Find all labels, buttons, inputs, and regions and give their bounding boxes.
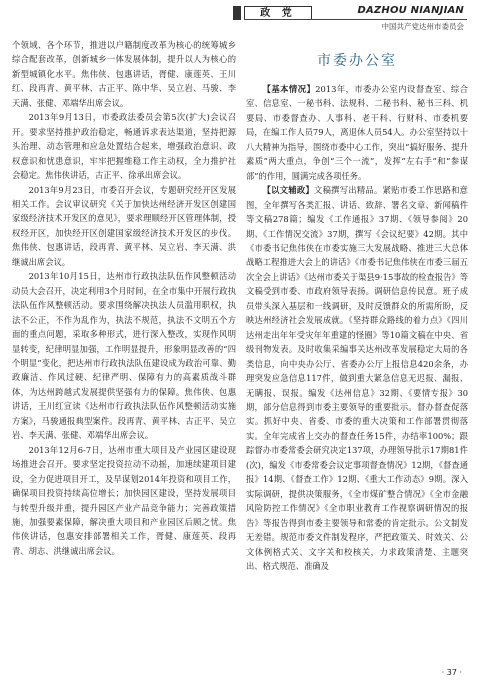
paragraph: 2013年9月23日，市委召开会议，专题研究经开区发展相关工作。会议审议研究《关于加快达州经济开发区创建国家级经济技术开发区的意见》，要求理顺经开区管理体制，授权经开区，加快经开区创建国家级经济技术开发区的步伐。焦伟侠、包惠讲话，段再青、黄平林、吴立岩、李天满、洪继诚出席会议。 — [12, 184, 236, 267]
paragraph-label: 【以文辅政】 — [262, 185, 315, 196]
publication-subtitle: 中国共产党达州市委员会 — [381, 22, 464, 31]
paragraph: 2013年12月6-7日，达州市重大项目及产业园区建设现场推进会召开。要求坚定投资拉动不动摇，加速续建项目建设，全力促进项目开工，及早谋划2014年投资和项目工作，确保项目投资持续高位增长；加快园区建设，坚持发展项目与转型升级并重，提升园区产业产品竞争能力；完善政策措施，加强要素保障，解决重大项目和产业园区后顾之忧。焦伟侠讲话，包惠安排部署相关工作，胥健、康莲英、段再青、胡志、洪继诚出席会议。 — [12, 444, 236, 556]
section-tag-mark — [233, 6, 241, 20]
right-column — [246, 40, 468, 573]
paragraph — [246, 82, 468, 183]
publication-title: DAZHOU NIANJIAN — [357, 5, 464, 16]
paragraph-text: 2013年，市委办公室内设督查室、综合室、信息室、一秘书科、法规科、二秘书科、秘书三科、机要局、市委督查办、人事科、老干科、行财科、市委机要局，在编工作人员79人，离退休人员54人。办公室坚持以十八大精神为指导，围绕市委中心工作，突出“搞好服务、提升素质”两大重点，争创“三个一流”，发挥“左右手”和“参谋部”的作用，圆满完成各项任务。 — [246, 84, 468, 181]
paragraph-text: 文稿撰写出精品。紧贴市委工作思路和意图，全年撰写各类汇报、讲话、致辞、署名文章、新闻稿件等文稿278篇；编发《工作通报》37期、《领导参阅》20期、《工作情况交流》37期，撰写《会议纪要》42期。其中《市委书记焦伟侠在市委实施三大发展战略、推进三大总体战略工程推进大会上的讲话》《市委书记焦伟侠在市委三届五次全会上讲话》《达州市委关于渠县9·15事故的检查报告》等文稿受到市委、市政府领导表扬。调研信息传民意。班子成员带头深入基层和一线调研，及时反馈群众的所需所盼，反映达州经济社会发展成就。《坚持群众路线的着力点》《四川达州走出年年受灾年年重建的怪圈》等10篇文稿在中央、省级刊物发表。及时收集采编事关达州改革发展稳定大局的各类信息，向中央办公厅、省委办公厅上报信息420余条，办理突发应急信息117件，做到重大紧急信息无迟报、漏报、无瞒报、误报。编发《达州信息》32期、《要情专报》30期，部分信息得到市委主要领导的重要批示。督办督查促落实。抓好中央、省委、市委的重大决策和工作部署贯彻落实。全年完成省上交办的督查任务15件，办结率100%；跟踪督办市委常委会研究决定137项，办理领导批示17期81件(次)，编发《市委常委会议定事项督查情况》12期，《督查通报》14期、《督查工作》12期、《重大工作动态》9期。深入实际调研，提供决策服务，《全市煤矿整合情况》《全市金融风险防控工作情况》《全市职业教育工作视察调研情况的报告》等报告得到市委主要领导和常委的肯定批示。公文制发无差错。规范市委文件制发程序，严把政策关、时效关、公文体例格式关、文字关和校核关，力求政策清楚、主题突出、格式规范、准确及 — [246, 185, 468, 571]
section-tag: 政 党 — [244, 6, 312, 20]
paragraph: 2013年9月13日，市委政法委员会第5次(扩大)会议召开。要求坚持推护政治稳定，畅通诉求表达渠道，坚持把源头治理、动态管理和应急处置结合起来，增强政治意识、政权意识和忧患意识，牢牢把握维稳工作主动权，全力推护社会稳定。焦伟侠讲话，古正平、徐承出席会议。 — [12, 112, 236, 181]
section-title: 市委办公室 — [317, 53, 397, 69]
left-column — [12, 38, 236, 558]
header-rule — [244, 19, 467, 20]
page-header — [0, 0, 484, 34]
paragraph: 2013年10月15日，达州市行政执法队伍作风整顿活动动员大会召开，决定利用3个月时间，在全市集中开展行政执法队伍作风整顿活动。要求围绕解决执法人员滥用职权，执法不公正，不作为乱作为，执法不规范，执法不文明五个方面的重点问题，采取多种形式，进行深入整改，实现作风明显转变，纪律明显加强，工作明显提升，形象明显改善的“四个明显”变化，把达州市行政执法队伍建设成为政治可靠、勤政廉洁、作风过硬、纪律严明、保障有力的高素质战斗群体，为达州跨越式发展提供坚强有力的保障。焦伟侠、包惠讲话，王川红宣读《达州市行政执法队伍作风整顿活动实施方案》，马骏通报典型案件。段再青、黄平林、古正平、吴立岩、李天满、张健、邓端华出席会议。 — [12, 271, 236, 441]
page-number: · 37 · — [441, 668, 462, 677]
paragraph — [246, 183, 468, 573]
paragraph: 个领域、各个环节，推进以户籍制度改革为核心的统筹城乡综合配套改革，创新城乡一体发展体制，提升以人为核心的新型城镇化水平。焦伟侠、包惠讲话，胥健、康莲英、王川红、段再青、黄平林、古正平、陈中华、吴立岩、马骏、李天满、张健、邓端华出席会议。 — [12, 40, 236, 108]
paragraph-label: 【基本情况】 — [262, 84, 316, 94]
